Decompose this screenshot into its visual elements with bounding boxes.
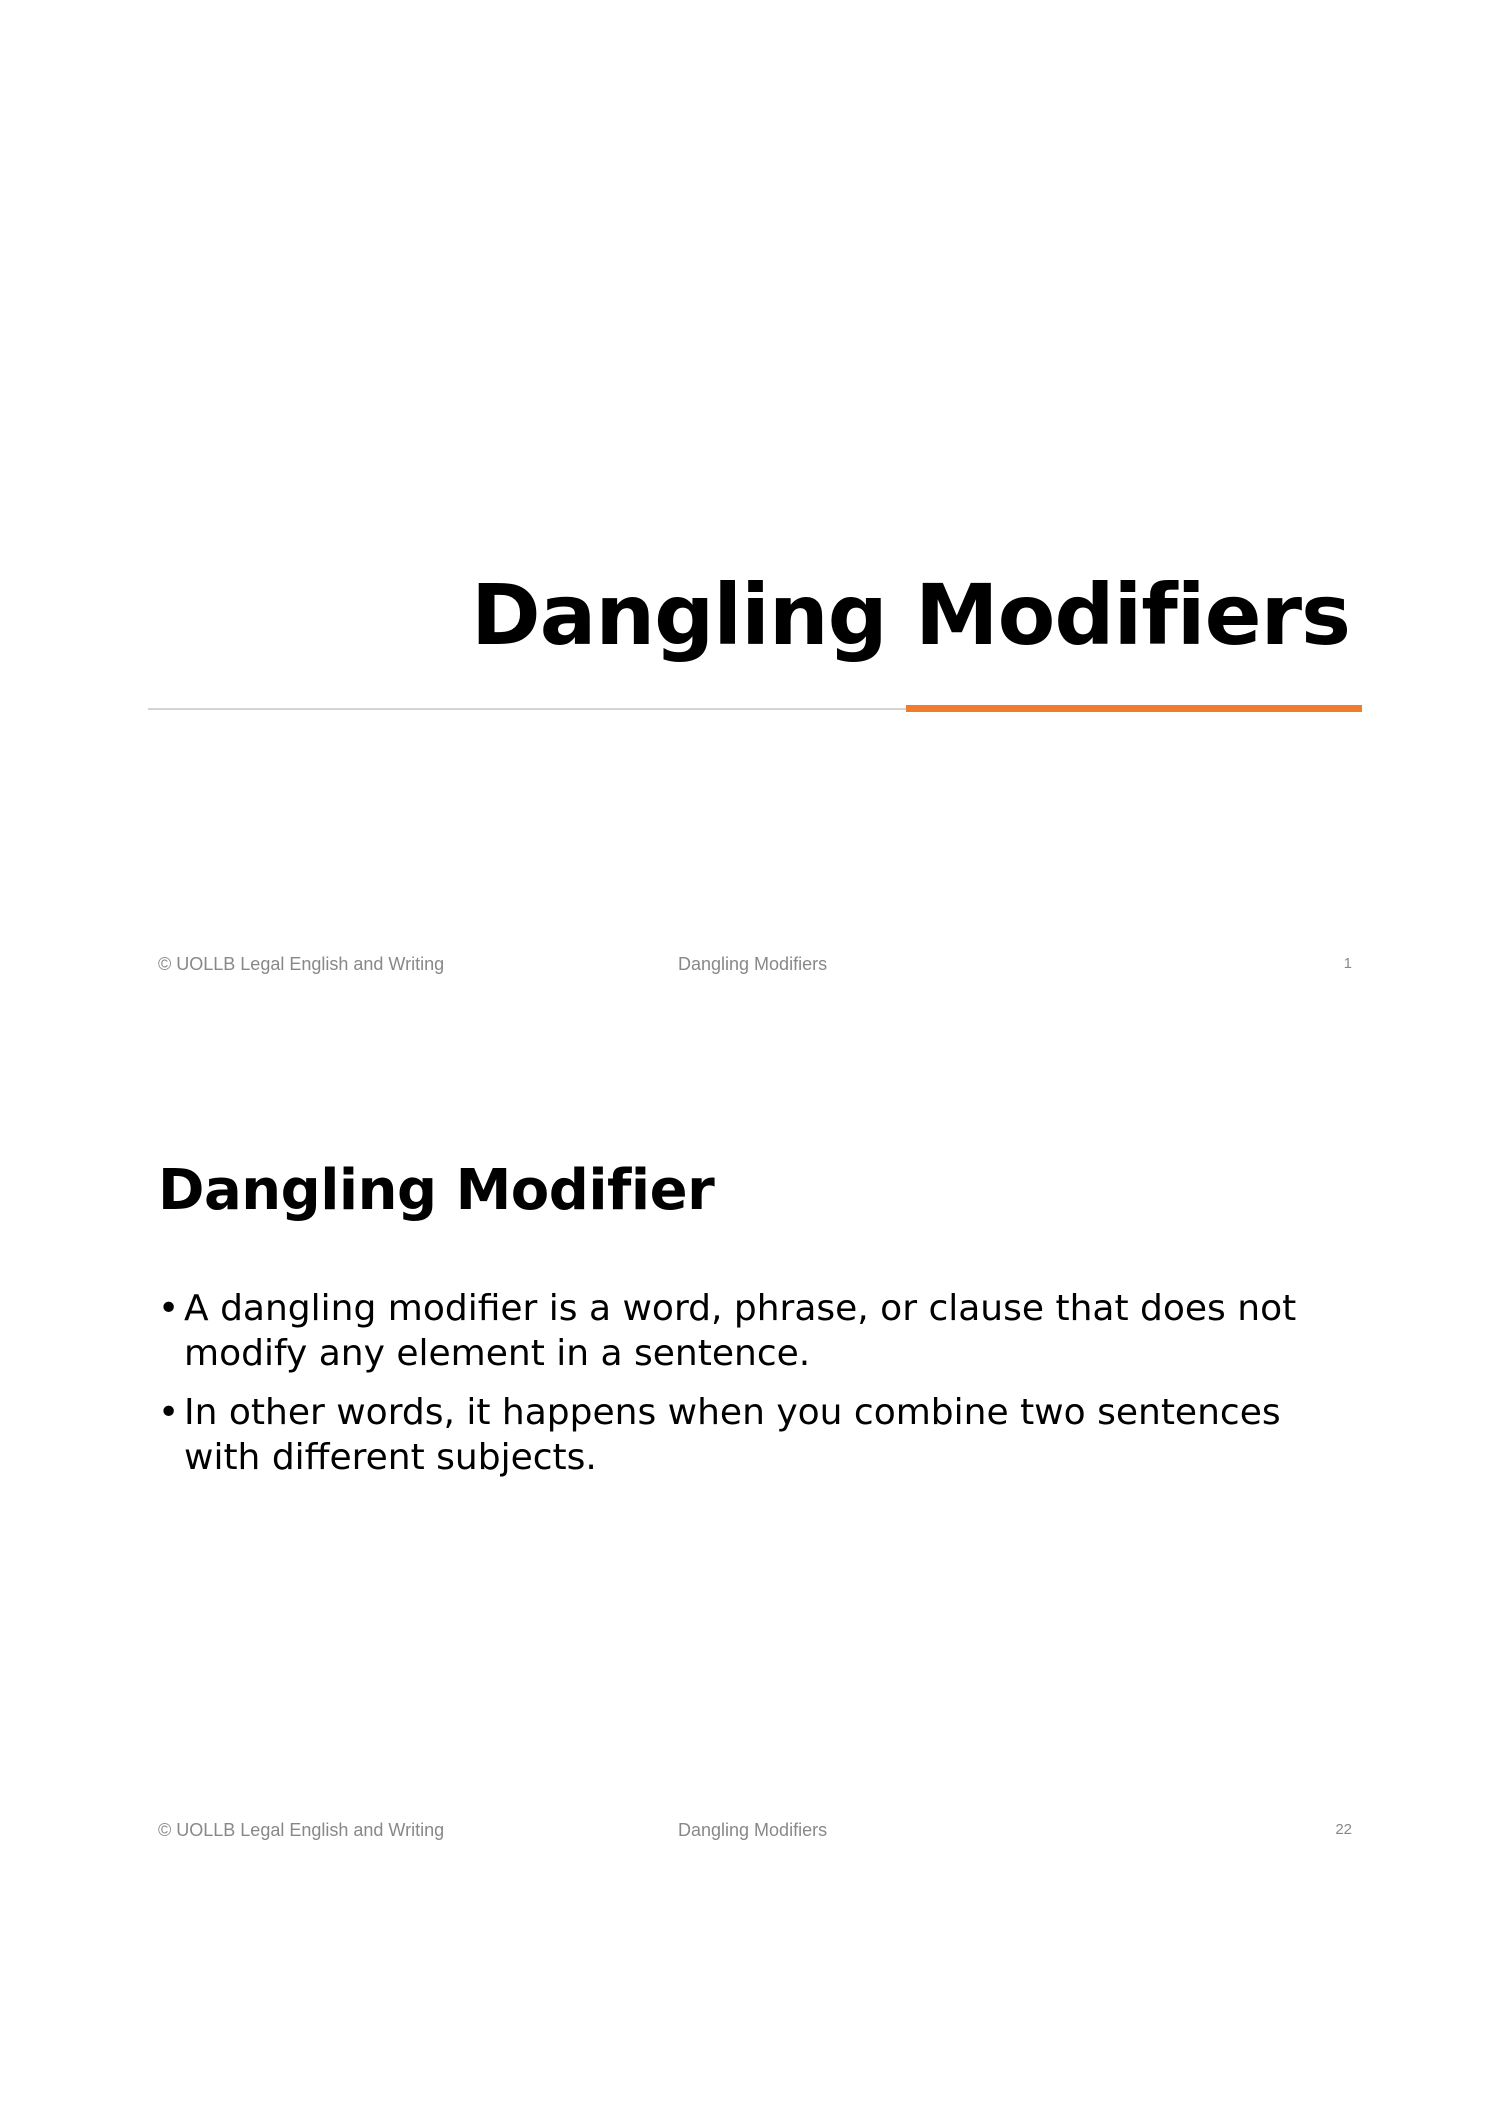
footer-copyright: © UOLLB Legal English and Writing (158, 954, 445, 974)
bullet-text: A dangling modifier is a word, phrase, or clause that does not modify any element in a sentence. (184, 1288, 1297, 1374)
footer-copyright: © UOLLB Legal English and Writing (158, 1820, 445, 1840)
footer-page-number: 1 (1343, 955, 1352, 972)
list-item (158, 1286, 1348, 1376)
slide-title: Dangling Modifiers (470, 566, 1350, 664)
bullet-icon: • (158, 1288, 180, 1329)
footer-topic: Dangling Modifiers (678, 954, 828, 974)
bullet-text: In other words, it happens when you combine two sentences with different subjects. (184, 1392, 1281, 1478)
slide-heading: Dangling Modifier (158, 1158, 715, 1223)
bullet-icon: • (158, 1392, 180, 1433)
bullet-list (158, 1286, 1348, 1494)
footer-topic: Dangling Modifiers (678, 1820, 828, 1840)
slide-footer (0, 1818, 1500, 1842)
list-item (158, 1390, 1348, 1480)
footer-page-number: 22 (1335, 1821, 1352, 1838)
title-slide (0, 0, 1500, 1000)
slide-footer (0, 952, 1500, 976)
title-accent-bar (906, 705, 1362, 712)
content-slide (0, 1000, 1500, 2122)
